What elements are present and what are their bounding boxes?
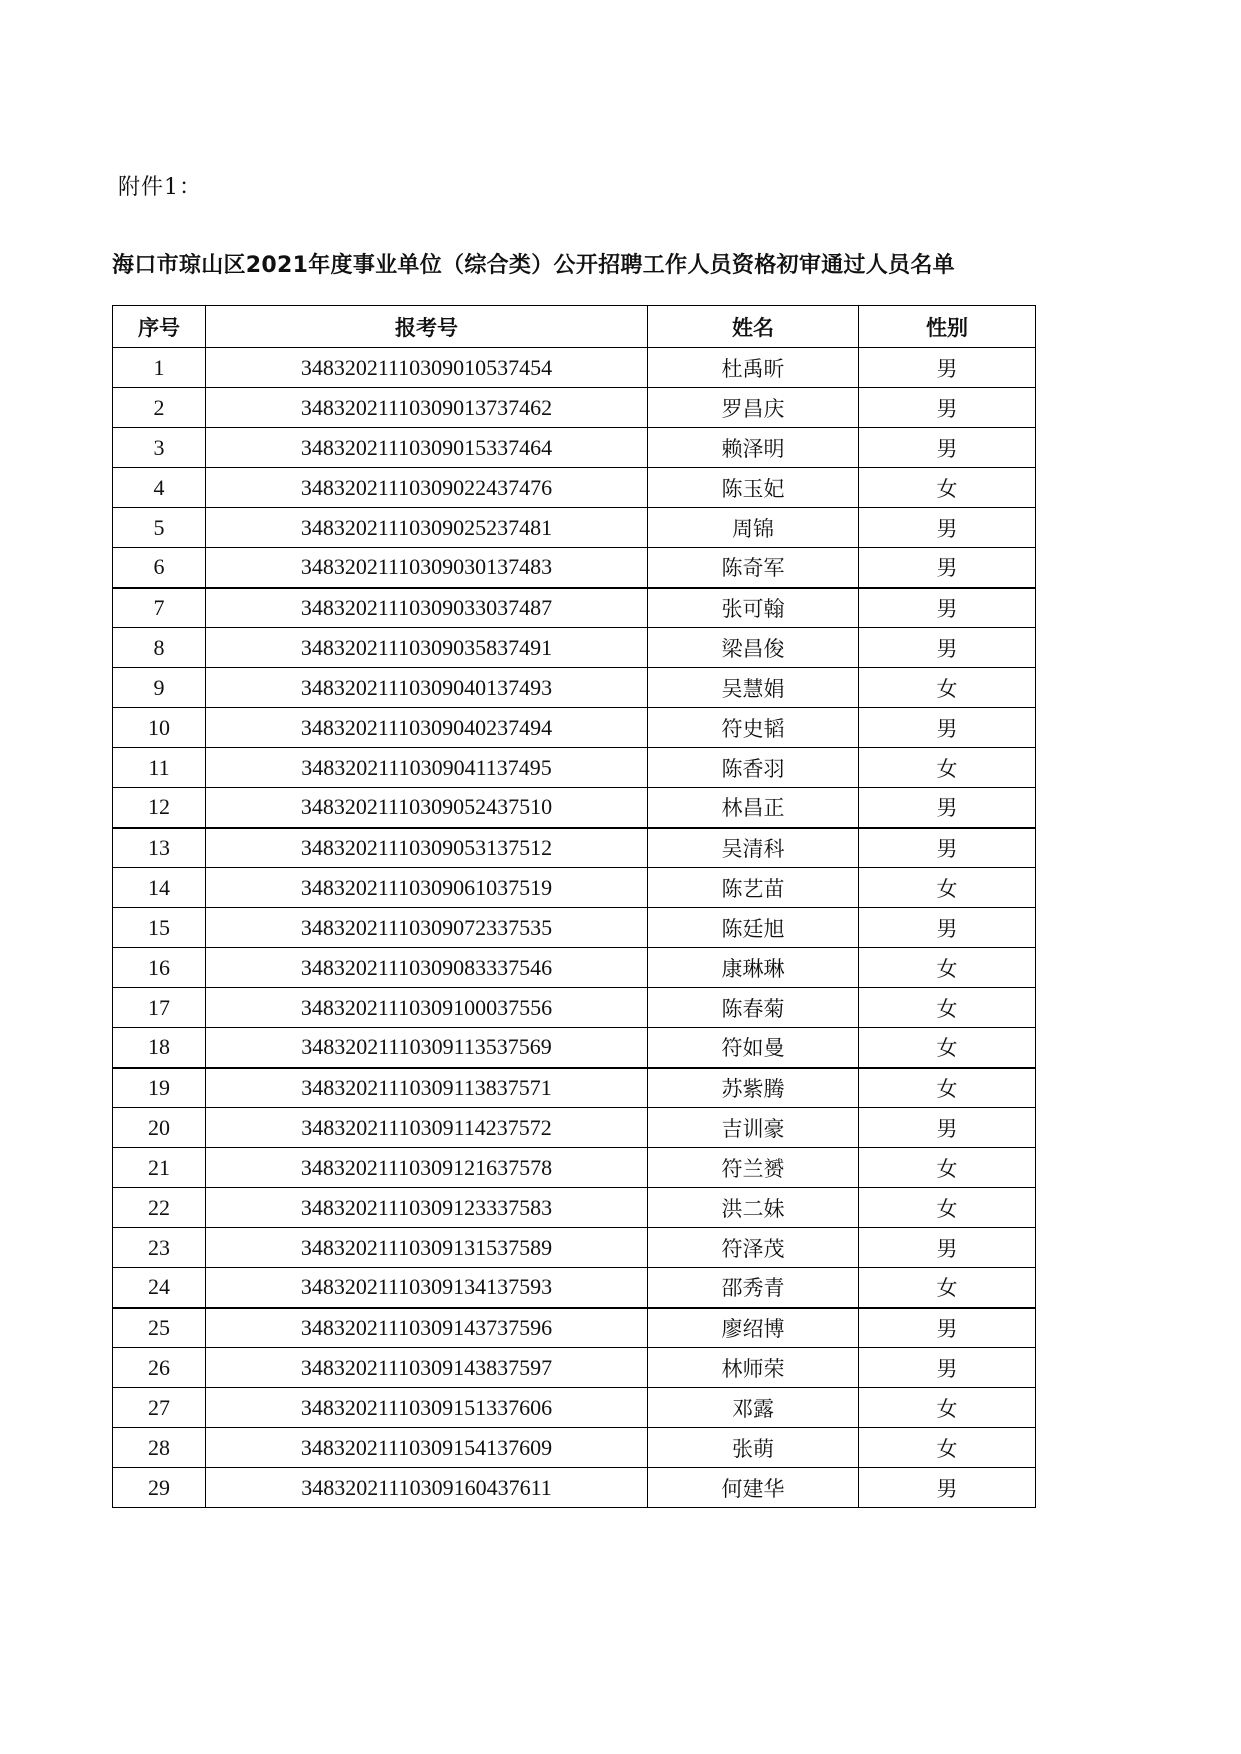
table-row	[113, 708, 1036, 748]
header-seq: 序号	[113, 306, 206, 348]
table-row	[113, 1388, 1036, 1428]
cell-seq: 29	[113, 1468, 206, 1508]
table-row	[113, 628, 1036, 668]
cell-name: 符史韬	[648, 708, 859, 748]
cell-gender: 女	[859, 988, 1036, 1028]
cell-seq: 20	[113, 1108, 206, 1148]
table-body	[113, 348, 1036, 1508]
table-row	[113, 828, 1036, 868]
table-row	[113, 588, 1036, 628]
cell-name: 苏紫腾	[648, 1068, 859, 1108]
cell-exam-no: 34832021110309072337535	[206, 908, 648, 948]
cell-name: 罗昌庆	[648, 388, 859, 428]
cell-name: 杜禹昕	[648, 348, 859, 388]
table-row	[113, 668, 1036, 708]
cell-exam-no: 34832021110309030137483	[206, 548, 648, 588]
table-row	[113, 1028, 1036, 1068]
cell-exam-no: 34832021110309134137593	[206, 1268, 648, 1308]
cell-name: 陈香羽	[648, 748, 859, 788]
table-row	[113, 1268, 1036, 1308]
table-row	[113, 1308, 1036, 1348]
cell-gender: 男	[859, 1348, 1036, 1388]
cell-exam-no: 34832021110309061037519	[206, 868, 648, 908]
cell-exam-no: 34832021110309113537569	[206, 1028, 648, 1068]
cell-name: 林师荣	[648, 1348, 859, 1388]
cell-gender: 男	[859, 508, 1036, 548]
cell-seq: 3	[113, 428, 206, 468]
cell-gender: 女	[859, 868, 1036, 908]
table-row	[113, 1348, 1036, 1388]
cell-name: 陈廷旭	[648, 908, 859, 948]
table-row	[113, 1428, 1036, 1468]
cell-seq: 10	[113, 708, 206, 748]
cell-name: 吴清科	[648, 828, 859, 868]
cell-name: 邓露	[648, 1388, 859, 1428]
cell-gender: 男	[859, 428, 1036, 468]
cell-seq: 16	[113, 948, 206, 988]
cell-exam-no: 34832021110309040237494	[206, 708, 648, 748]
cell-exam-no: 34832021110309121637578	[206, 1148, 648, 1188]
cell-gender: 女	[859, 948, 1036, 988]
cell-seq: 13	[113, 828, 206, 868]
cell-name: 邵秀青	[648, 1268, 859, 1308]
cell-seq: 19	[113, 1068, 206, 1108]
cell-gender: 男	[859, 388, 1036, 428]
cell-seq: 6	[113, 548, 206, 588]
cell-exam-no: 34832021110309035837491	[206, 628, 648, 668]
cell-seq: 21	[113, 1148, 206, 1188]
table-row	[113, 508, 1036, 548]
cell-gender: 女	[859, 668, 1036, 708]
table-row	[113, 388, 1036, 428]
cell-name: 符泽茂	[648, 1228, 859, 1268]
cell-exam-no: 34832021110309052437510	[206, 788, 648, 828]
cell-gender: 男	[859, 1468, 1036, 1508]
cell-seq: 5	[113, 508, 206, 548]
cell-seq: 24	[113, 1268, 206, 1308]
cell-gender: 男	[859, 708, 1036, 748]
cell-gender: 男	[859, 628, 1036, 668]
table-header-row	[113, 306, 1036, 348]
cell-gender: 女	[859, 1148, 1036, 1188]
table-row	[113, 948, 1036, 988]
cell-exam-no: 34832021110309151337606	[206, 1388, 648, 1428]
cell-seq: 22	[113, 1188, 206, 1228]
table-row	[113, 988, 1036, 1028]
cell-exam-no: 34832021110309025237481	[206, 508, 648, 548]
cell-exam-no: 34832021110309154137609	[206, 1428, 648, 1468]
cell-seq: 25	[113, 1308, 206, 1348]
table-row	[113, 1108, 1036, 1148]
cell-seq: 14	[113, 868, 206, 908]
table-row	[113, 908, 1036, 948]
cell-gender: 男	[859, 908, 1036, 948]
cell-name: 赖泽明	[648, 428, 859, 468]
attachment-label: 附件1：	[118, 175, 202, 200]
cell-seq: 1	[113, 348, 206, 388]
cell-name: 周锦	[648, 508, 859, 548]
cell-exam-no: 34832021110309041137495	[206, 748, 648, 788]
cell-exam-no: 34832021110309123337583	[206, 1188, 648, 1228]
cell-name: 陈玉妃	[648, 468, 859, 508]
cell-exam-no: 34832021110309033037487	[206, 588, 648, 628]
table-row	[113, 1068, 1036, 1108]
cell-seq: 26	[113, 1348, 206, 1388]
table-row	[113, 428, 1036, 468]
cell-name: 陈奇军	[648, 548, 859, 588]
cell-name: 吉训豪	[648, 1108, 859, 1148]
table-row	[113, 788, 1036, 828]
cell-gender: 男	[859, 828, 1036, 868]
cell-exam-no: 34832021110309143837597	[206, 1348, 648, 1388]
cell-name: 符兰赟	[648, 1148, 859, 1188]
cell-exam-no: 34832021110309010537454	[206, 348, 648, 388]
cell-gender: 男	[859, 548, 1036, 588]
cell-seq: 4	[113, 468, 206, 508]
cell-seq: 15	[113, 908, 206, 948]
page-title: 海口市琼山区2021年度事业单位（综合类）公开招聘工作人员资格初审通过人员名单	[112, 253, 955, 278]
cell-name: 陈艺苗	[648, 868, 859, 908]
cell-gender: 女	[859, 1388, 1036, 1428]
table-row	[113, 748, 1036, 788]
cell-name: 陈春菊	[648, 988, 859, 1028]
cell-exam-no: 34832021110309114237572	[206, 1108, 648, 1148]
cell-exam-no: 34832021110309022437476	[206, 468, 648, 508]
table-row	[113, 1148, 1036, 1188]
cell-exam-no: 34832021110309040137493	[206, 668, 648, 708]
cell-gender: 男	[859, 588, 1036, 628]
table-row	[113, 548, 1036, 588]
cell-gender: 女	[859, 748, 1036, 788]
cell-exam-no: 34832021110309143737596	[206, 1308, 648, 1348]
table-row	[113, 1188, 1036, 1228]
cell-seq: 18	[113, 1028, 206, 1068]
cell-gender: 男	[859, 1108, 1036, 1148]
cell-name: 廖绍博	[648, 1308, 859, 1348]
cell-name: 吴慧娟	[648, 668, 859, 708]
roster-table	[112, 305, 1036, 1508]
cell-name: 张可翰	[648, 588, 859, 628]
cell-exam-no: 34832021110309013737462	[206, 388, 648, 428]
table-row	[113, 868, 1036, 908]
cell-seq: 11	[113, 748, 206, 788]
cell-exam-no: 34832021110309053137512	[206, 828, 648, 868]
cell-gender: 女	[859, 1268, 1036, 1308]
cell-name: 洪二妹	[648, 1188, 859, 1228]
header-name: 姓名	[648, 306, 859, 348]
cell-gender: 女	[859, 1028, 1036, 1068]
cell-seq: 7	[113, 588, 206, 628]
cell-name: 符如曼	[648, 1028, 859, 1068]
cell-exam-no: 34832021110309100037556	[206, 988, 648, 1028]
table-row	[113, 1228, 1036, 1268]
cell-name: 何建华	[648, 1468, 859, 1508]
cell-exam-no: 34832021110309131537589	[206, 1228, 648, 1268]
cell-name: 康琳琳	[648, 948, 859, 988]
cell-gender: 女	[859, 1428, 1036, 1468]
cell-exam-no: 34832021110309083337546	[206, 948, 648, 988]
cell-gender: 男	[859, 1308, 1036, 1348]
cell-name: 张萌	[648, 1428, 859, 1468]
cell-seq: 2	[113, 388, 206, 428]
cell-seq: 8	[113, 628, 206, 668]
cell-gender: 男	[859, 348, 1036, 388]
table-row	[113, 348, 1036, 388]
table-row	[113, 1468, 1036, 1508]
cell-gender: 女	[859, 468, 1036, 508]
cell-gender: 男	[859, 1228, 1036, 1268]
header-exam-no: 报考号	[206, 306, 648, 348]
cell-exam-no: 34832021110309160437611	[206, 1468, 648, 1508]
cell-gender: 女	[859, 1188, 1036, 1228]
cell-seq: 12	[113, 788, 206, 828]
cell-name: 梁昌俊	[648, 628, 859, 668]
cell-exam-no: 34832021110309113837571	[206, 1068, 648, 1108]
cell-gender: 男	[859, 788, 1036, 828]
table-row	[113, 468, 1036, 508]
cell-seq: 23	[113, 1228, 206, 1268]
cell-seq: 27	[113, 1388, 206, 1428]
cell-gender: 女	[859, 1068, 1036, 1108]
cell-exam-no: 34832021110309015337464	[206, 428, 648, 468]
cell-name: 林昌正	[648, 788, 859, 828]
cell-seq: 17	[113, 988, 206, 1028]
cell-seq: 28	[113, 1428, 206, 1468]
header-gender: 性别	[859, 306, 1036, 348]
cell-seq: 9	[113, 668, 206, 708]
